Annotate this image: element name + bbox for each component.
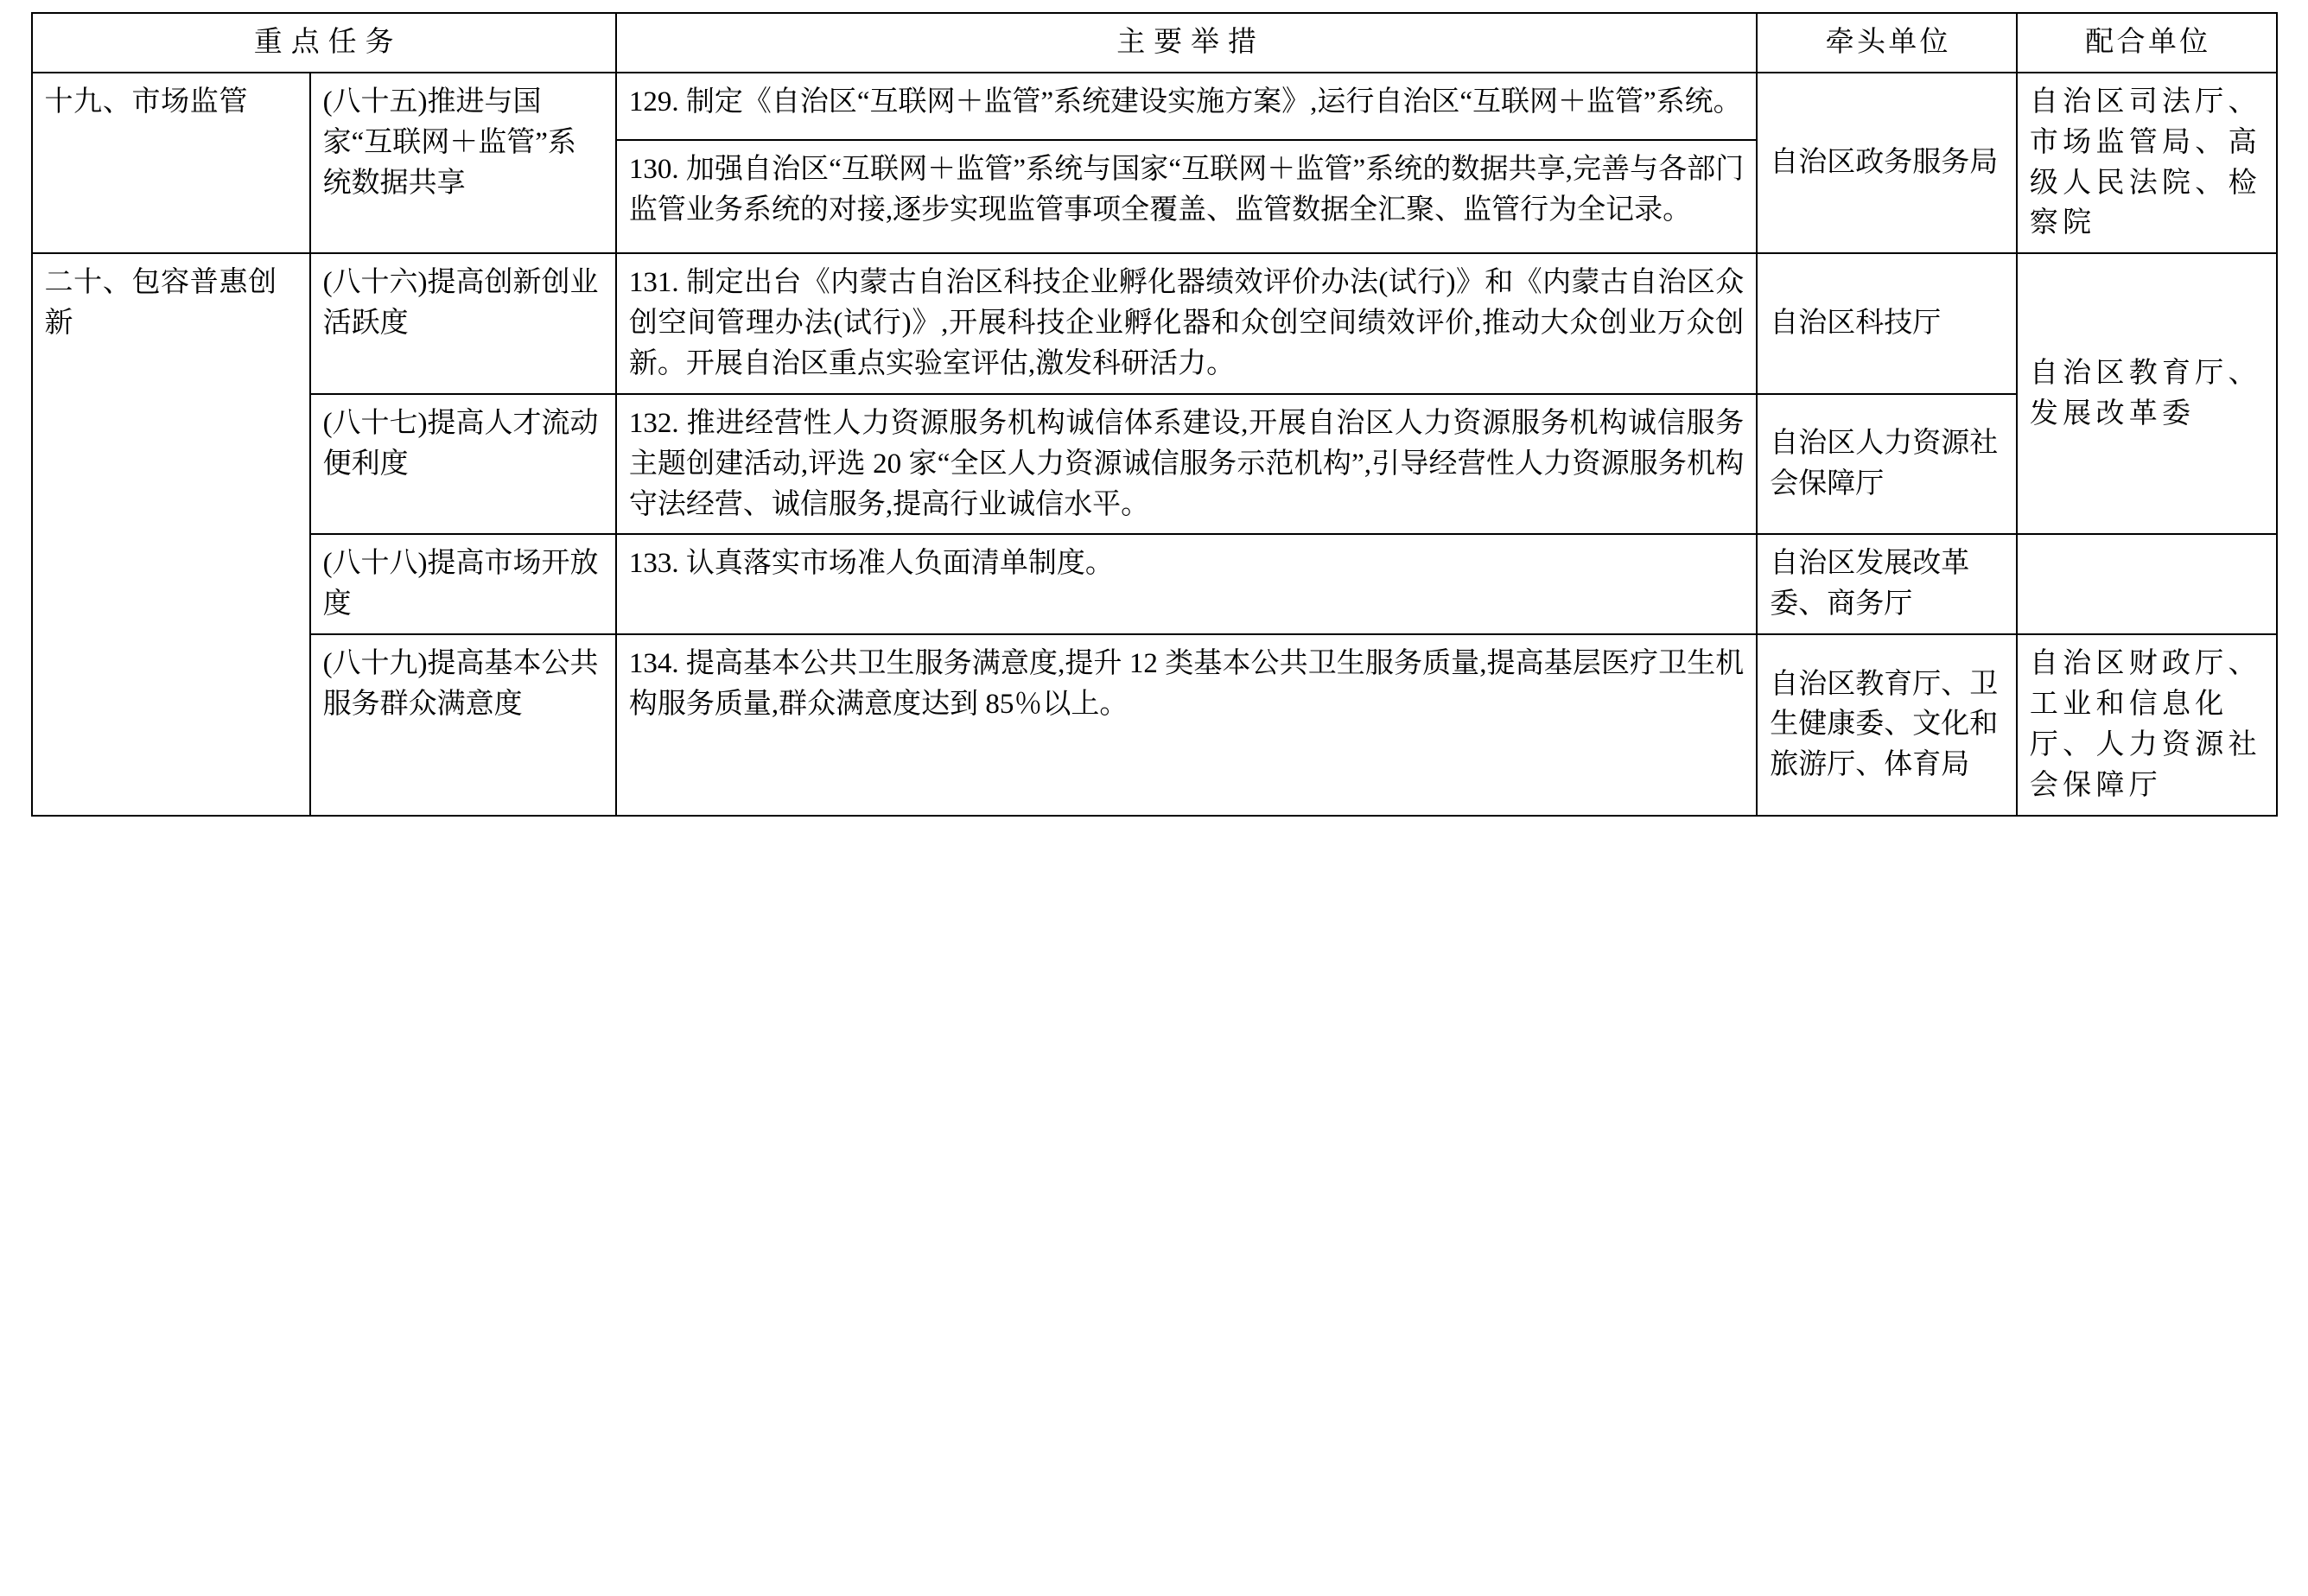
policy-task-table xyxy=(31,12,2278,817)
table-header xyxy=(32,13,2277,73)
coop-unit-89: 自治区财政厅、工业和信息化厅、人力资源社会保障厅 xyxy=(2017,634,2277,815)
table-row xyxy=(32,634,2277,815)
subtask-86: (八十六)提高创新创业活跃度 xyxy=(310,253,616,394)
lead-unit-87: 自治区人力资源社会保障厅 xyxy=(1757,394,2017,535)
subtask-85: (八十五)推进与国家“互联网＋监管”系统数据共享 xyxy=(310,73,616,253)
table-row xyxy=(32,534,2277,634)
coop-unit-86-87: 自治区教育厅、发展改革委 xyxy=(2017,253,2277,534)
table-row xyxy=(32,73,2277,140)
lead-unit-89: 自治区教育厅、卫生健康委、文化和旅游厅、体育局 xyxy=(1757,634,2017,815)
subtask-87: (八十七)提高人才流动便利度 xyxy=(310,394,616,535)
task-category-19: 十九、市场监管 xyxy=(32,73,310,253)
measure-134: 134. 提高基本公共卫生服务满意度,提升 12 类基本公共卫生服务质量,提高基层医疗卫生机构服务质量,群众满意度达到 85％以上。 xyxy=(616,634,1757,815)
measure-130: 130. 加强自治区“互联网＋监管”系统与国家“互联网＋监管”系统的数据共享,完善与各部门监管业务系统的对接,逐步实现监管事项全覆盖、监管数据全汇聚、监管行为全记录。 xyxy=(616,140,1757,253)
column-header-task: 重点任务 xyxy=(32,13,616,73)
column-header-measure: 主要举措 xyxy=(616,13,1757,73)
measure-131: 131. 制定出台《内蒙古自治区科技企业孵化器绩效评价办法(试行)》和《内蒙古自治区众创空间管理办法(试行)》,开展科技企业孵化器和众创空间绩效评价,推动大众创业万众创新。开展自治区重点实验室评估,激发科研活力。 xyxy=(616,253,1757,394)
table-row xyxy=(32,253,2277,394)
subtask-89: (八十九)提高基本公共服务群众满意度 xyxy=(310,634,616,815)
measure-132: 132. 推进经营性人力资源服务机构诚信体系建设,开展自治区人力资源服务机构诚信服务主题创建活动,评选 20 家“全区人力资源诚信服务示范机构”,引导经营性人力资源服务机构守法经营、诚信服务,提高行业诚信水平。 xyxy=(616,394,1757,535)
lead-unit-88: 自治区发展改革委、商务厅 xyxy=(1757,534,2017,634)
measure-133: 133. 认真落实市场准人负面清单制度。 xyxy=(616,534,1757,634)
column-header-coop-unit: 配合单位 xyxy=(2017,13,2277,73)
lead-unit-86: 自治区科技厅 xyxy=(1757,253,2017,394)
table-row xyxy=(32,394,2277,535)
task-category-20: 二十、包容普惠创新 xyxy=(32,253,310,815)
coop-unit-85: 自治区司法厅、市场监管局、高级人民法院、检察院 xyxy=(2017,73,2277,253)
lead-unit-85: 自治区政务服务局 xyxy=(1757,73,2017,253)
subtask-88: (八十八)提高市场开放度 xyxy=(310,534,616,634)
table-header-row xyxy=(32,13,2277,73)
measure-129: 129. 制定《自治区“互联网＋监管”系统建设实施方案》,运行自治区“互联网＋监管”系统。 xyxy=(616,73,1757,140)
coop-unit-88 xyxy=(2017,534,2277,634)
column-header-lead-unit: 牵头单位 xyxy=(1757,13,2017,73)
table-body xyxy=(32,73,2277,816)
